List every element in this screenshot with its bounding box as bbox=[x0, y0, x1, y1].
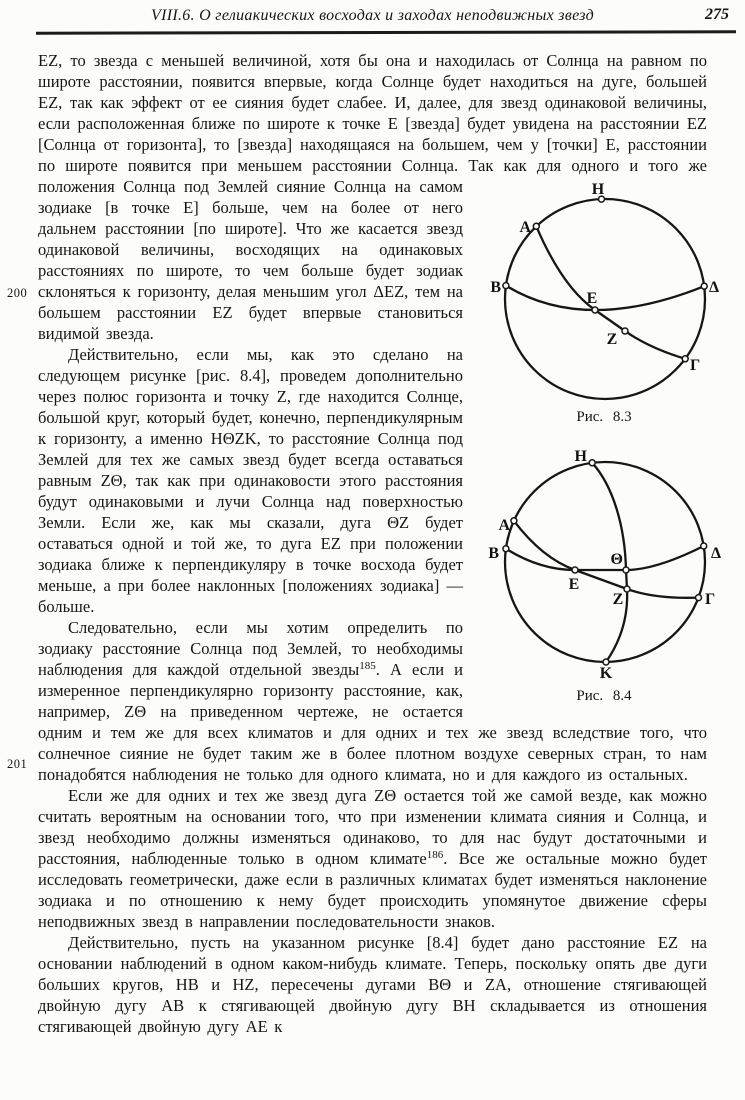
point-label-Theta: Θ bbox=[610, 550, 623, 568]
paragraph-1-part-a: EZ, то звезда с меньшей величиной, хотя бы она и находилась от Солнца на равном по широте расстоянии, появится впервые, когда Солнце будет находиться на дуге, большей EZ, так как эффект от ее сияния будет слабее. И, далее, для звезд одинаковой величины, если расположенная ближе по широте к точке E [звезда] будет увидена на расстоянии EZ [Солнца от горизонта], то [звезда] находящаяся на большем, чем у [точки] E, расстоянии по широте появится при меньшем расстоянии Солнца. Так как для одного и того же положения Солнца под Землей сияние Солнца bbox=[38, 50, 707, 196]
figure-8-3-points bbox=[503, 196, 707, 362]
page-number: 275 bbox=[705, 6, 729, 23]
page-body bbox=[38, 50, 722, 1037]
figure-8-4-caption: Рис. 8.4 bbox=[576, 687, 632, 704]
point-label-B: B bbox=[488, 544, 499, 562]
paragraph-4 bbox=[38, 785, 707, 932]
figure-8-3-labels bbox=[490, 181, 719, 374]
point-label-Z: Z bbox=[612, 590, 624, 608]
paragraph-4-part-b: . Все же остальные можно будет исследовать геометрически, даже если в различных климатах будет изменяться наклонение зодиака и по отношению к нему будет происходить упомянутое движение сферы неподвижных звезд в направлении последовательности знаков. bbox=[38, 848, 707, 931]
point-label-B: B bbox=[490, 278, 501, 296]
point-label-Delta: Δ bbox=[709, 278, 720, 296]
figure-column bbox=[475, 177, 733, 707]
paragraph-3-part-b: . А если и измеренное перпендикулярно горизонту расстояние, как, например, ZΘ на приведенном чертеже, не остается одним и тем же для всех климатов и для одних и тех же звезд вследствие того, что солнечное сияние не будет таким же в более плотном воздухе северных стран, то нам понадобятся наблюдения не только для одного климата, но и для каждого из остальных. bbox=[38, 659, 707, 784]
point-label-H: H bbox=[574, 447, 587, 465]
paragraph-2: Действительно, если мы, как это сделано на следующем рисунке [рис. 8.4], проведем дополнительно через полюс горизонта и точку Z, где находится Солнце, большой круг, который будет, конечно, перпендикулярным к горизонту, а именно HΘZK, то расстояние Солнца под Землей для тех же самых звезд будет всегда оставаться равным ZΘ, так как при одинаковости этого расстояния будут одинаковыми и лучи Солнца над поверхностью Земли. Если же, как мы сказали, дуга ΘZ будет оставаться одной и той же, то дуга EZ при положении зодиака ближе к перпендикуляру в точке восхода будет меньше, а при более наклонных [положениях зодиака] — больше. bbox=[38, 344, 463, 616]
figure-8-3-caption: Рис. 8.3 bbox=[576, 408, 632, 425]
paragraph-1-part-b: на самом зодиаке [в точке E] больше, чем на более от него дальнем расстоянии [по широте]. Что же касается звезд одинаковой величины, восходящих на одинаковых расстояниях по широте, то чем больше будет зодиак склоняться к горизонту, делая меньшим угол ΔEZ, тем на большем расстоянии EZ будет впервые становиться видимой звезда. bbox=[38, 176, 463, 343]
point-label-E: E bbox=[586, 289, 598, 307]
figure-8-4-diagram bbox=[481, 442, 733, 684]
figure-8-4-labels bbox=[488, 448, 721, 682]
point-label-Gamma: Γ bbox=[705, 590, 716, 608]
point-label-Gamma: Γ bbox=[690, 356, 701, 374]
horizon-arc bbox=[506, 285, 704, 309]
header-rule bbox=[36, 30, 736, 34]
paragraph-5: Действительно, пусть на указанном рисунке [8.4] будет дано расстояние EZ на основании наблюдений в одном каком-нибудь климате. Теперь, поскольку опять две дуги больших кругов, HB и HZ, пересечены дугами BΘ и ZA, отношение стягивающей двойную дугу AB к стягивающей двойную дугу BH складывается из отношения стягивающей двойную дугу AE к bbox=[38, 932, 707, 1036]
point-label-H: H bbox=[591, 180, 605, 198]
footnote-ref-186: 186 bbox=[426, 848, 444, 861]
point-label-A: A bbox=[498, 516, 510, 534]
paragraph-4-part-a: Если же для одних и тех же звезд дуга ZΘ остается той же самой везде, как можно считать вероятным на основании того, что при изменении климата сияния и Солнца, и звезд необходимо должны изменяться одинаково, то для нас будут достаточными и расстояния, наблюденные только в одном климате bbox=[38, 785, 707, 868]
point-label-Delta: Δ bbox=[711, 544, 722, 562]
footnote-ref-185: 185 bbox=[359, 659, 376, 672]
figure-8-4-curves bbox=[505, 462, 705, 662]
point-label-Z: Z bbox=[606, 330, 618, 348]
paragraph-3-part-a: Следовательно, если мы хотим определить по зодиаку расстояние Солнца под Землей, то необходимы наблюдения для каждой отдельной звезды bbox=[38, 617, 463, 679]
page-header bbox=[0, 0, 745, 27]
horizon-arc bbox=[506, 546, 704, 570]
running-head-title: VIII.6. О гелиакических восходах и заходах неподвижных звезд bbox=[151, 7, 594, 24]
figure-8-3-diagram bbox=[481, 177, 733, 405]
point-label-A: A bbox=[519, 218, 531, 236]
point-label-E: E bbox=[568, 575, 580, 593]
point-label-K: K bbox=[599, 664, 613, 682]
margin-number-201: 201 bbox=[7, 757, 28, 771]
margin-number-200: 200 bbox=[7, 286, 28, 300]
